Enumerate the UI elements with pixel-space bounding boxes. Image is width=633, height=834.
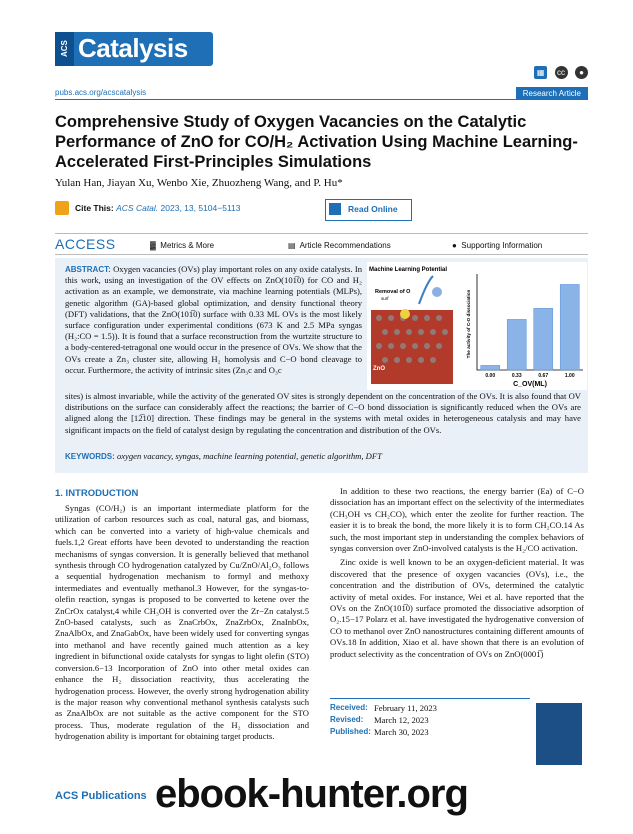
intro-paragraph-2: In addition to these two reactions, the energy barrier (Ea) of C−O dissociation has an important effect on the selectivity of the intermediates (CH₃OH vs CH₂CO), which enter the zeolite for further reaction. The easier it is to break the bond, the more likely it is to form CH₂CO.14 As such, the most important step in understanding the complex behaviors of syngas conversion over ZnO-involved catalysts is the H₂/CO activation. [330,486,584,554]
dates-rule [330,698,530,699]
keywords-label: KEYWORDS: [65,452,115,461]
received-label: Received: [330,703,368,712]
cc-icon[interactable]: cc [555,66,568,79]
published-label: Published: [330,727,371,736]
cite-this[interactable] [55,199,322,219]
chart-bar [560,284,579,370]
access-label: ACCESS [55,236,116,252]
read-online-label: Read Online [348,204,398,214]
si-icon: ● [452,241,457,250]
keywords-list: oxygen vacancy, syngas, machine learning potential, genetic algorithm, DFT [116,451,382,461]
document-icon: ▤ [288,241,296,250]
chart-xlabel: C_OV(ML) [513,381,547,388]
logo-acs: ACS [55,32,74,66]
intro-paragraph-1: Syngas (CO/H₂) is an important intermediate platform for the utilization of carbon resources such as coal, natural gas, and biomass, which can be converted into a variety of high-value chemicals and fuels.1,2 Great efforts have been devoted to understanding the reaction mechanisms of syngas conversion. It is generally believed that methanol synthesis through CO hydrogenation catalyzed by Cu/ZnO/Al₂O₃ follows a sequential hydrogenation mechanism to formyl and methoxy intermediates and eventually methanol.3 However, for the syngas-to-olefin reaction, syngas is proposed to be converted to ketene over the ZnCrOx catalyst,4 while CH₃OH is converted over the Zr−Zn catalyst.5 ZnO-based catalysts, such as ZnaCrbOx, ZnaZrbOx, ZnaInbOx, ZnaAlbOx, and ZnaGabOx, have been widely used for converting syngas into methanol and have recently gained much attention as a key ingredient in bifunctional oxide catalysts for syngas to light olefin (STO) conversion.6−13 Incorporation of ZnO into other metal oxides can enhance the H₂ dissociation reactivity, thus accelerating the hydrogenation process. However, the overly strong hydrogenation ability is the major reason why conventional methanol synthesis catalysts such as ZnaAlbOx are not suitable as the active component for the STO process. Thus, moderate regulation of the H₂ dissociation and hydrogenation ability is important for obtaining target products. [55,503,309,742]
chart-bar [507,319,526,370]
access-rule-top [55,233,588,234]
journal-logo[interactable] [55,32,213,66]
supporting-info-link[interactable] [452,241,542,250]
chart-tick-label: 1.00 [564,373,575,379]
intro-column-left [55,503,309,746]
molecule-blob [432,287,442,297]
bar-chart-icon: ▓ [150,241,156,250]
revised-date: March 12, 2023 [374,715,429,725]
chart-ylabel: The activity of C-O dissociation [466,289,471,359]
abstract-label: ABSTRACT: [65,265,111,274]
chart-bar [534,308,553,370]
removal-sub: surf [381,296,389,301]
by-icon[interactable]: ● [575,66,588,79]
abstract-body-2: sites) is almost invariable, while the activity of the generated OV sites is strongly dependent on the concentration of the OVs. It is also found that OV distributions on the surface can considerably affect the reactions; the barrier of C−O bond dissociation is significantly reduced when the OVs are aligned along the [12̅10] direction. These findings may be general in the systems with metal oxides in heterogeneous catalysis and may have significant impacts on the field of catalyst design by regulating the concentration and distribution of the OVs. [65,391,581,435]
section-heading: 1. INTRODUCTION [55,488,139,499]
keywords [65,451,581,461]
abstract-text-1 [65,264,362,376]
cite-journal: ACS Catal. [116,203,159,213]
surface-label: ZnO [373,366,385,372]
author-list[interactable]: Yulan Han, Jiayan Xu, Wenbo Xie, Zhuozheng Wang, and P. Hu* [55,177,343,189]
intro-paragraph-3: Zinc oxide is well known to be an oxygen-deficient material. It was discovered that the presence of oxygen vacancies (OVs), i.e., the concentration and the distribution of OVs, determined the catalytic activity of metal oxides. For instance, Wei et al. have reported that the OVs on the ZnO(101̅0) surface promoted the dissociative adsorption of O₂.15−17 Polarz et al. have investigated the hydrogenative conversion of CO to methanol over ZnO nanostructures containing different amounts of OVs.18 In addition, Xiao et al. have shown that there is an evolution of product selectivity as the concentration of OVs on ZnO(0001̅) [330,557,584,659]
article-title: Comprehensive Study of Oxygen Vacancies on the Catalytic Performance of ZnO for CO/H₂ Activation Using Machine Learning-Accelerated First-Principles Simulations [55,113,578,171]
chart-bar [481,365,500,370]
chart-tick-label: 0.67 [538,373,549,379]
journal-cover-thumbnail[interactable] [536,703,582,765]
metrics-link[interactable] [150,241,214,250]
open-access-icon[interactable]: ▦ [534,66,547,79]
book-icon [329,203,341,215]
publication-dates [330,702,530,738]
cite-icon [55,201,69,215]
watermark: ebook-hunter.org [155,772,468,816]
metrics-label: Metrics & More [160,241,215,250]
logo-text: Catalysis [78,33,188,63]
intro-column-right [330,486,584,663]
revised-label: Revised: [330,715,364,724]
article-type-badge: Research Article [516,87,588,100]
recommendations-label: Article Recommendations [299,241,391,250]
received-date: February 11, 2023 [374,703,437,713]
recommendations-link[interactable] [288,241,391,250]
cite-ref: 2023, 13, 5104−5113 [160,203,241,213]
license-icons [531,62,588,80]
publisher-logo[interactable]: ACS Publications [55,790,147,802]
removal-label: Removal of O [375,289,411,295]
cite-label: Cite This: [75,203,114,213]
toc-title: Machine Learning Potential [369,267,448,273]
vacancy-marker [400,309,410,319]
published-date: March 30, 2023 [374,727,429,737]
journal-url[interactable]: pubs.acs.org/acscatalysis [55,88,147,97]
header-rule [55,99,588,100]
chart-tick-label: 0.33 [511,373,522,379]
toc-graphic [367,262,587,390]
read-online-button[interactable] [325,199,412,221]
chart-tick-label: 0.00 [485,373,496,379]
abstract-body-1: Oxygen vacancies (OVs) play important roles on any oxide catalysts. In this work, using an investigation of the OV effects on ZnO(101̅0) for CO and H₂ activation as an example, we demonstrate, via machine learning potentials (MLPs), genetic algorithm (GA)-based global optimization, and density functional theory (DFT) validations, that the ZnO(101̅0) surface with 0.33 ML OVs is the most likely surface configuration under experimental conditions (673 K and 2.5 MPa syngas (H₂:CO = 1.5)). It is found that a surface reconstruction from the wurtzite structure to a body-centered-tetragonal one would occur in the presence of OVs. We show that the OVs create a Zn₃ cluster site, allowing H₂ homolysis and C−O bond cleavage to occur. Furthermore, the activity of intrinsic sites (Zn₃c and O₃c [65,264,362,375]
access-rule-bottom [55,254,588,255]
zno-slab [371,309,453,384]
supporting-label: Supporting Information [461,241,543,250]
